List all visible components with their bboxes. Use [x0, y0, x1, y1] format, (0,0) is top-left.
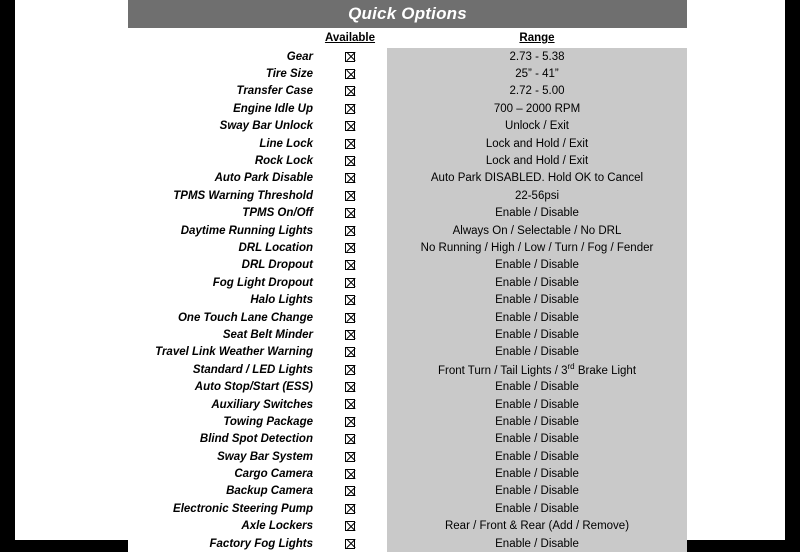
table-row [128, 222, 687, 239]
checked-box-icon[interactable] [345, 539, 355, 549]
available-cell [313, 518, 387, 535]
checked-box-icon[interactable] [345, 365, 355, 375]
available-cell [313, 222, 387, 239]
checked-box-icon[interactable] [345, 295, 355, 305]
option-label: Seat Belt Minder [128, 326, 313, 343]
available-cell [313, 448, 387, 465]
range-cell: Rear / Front & Rear (Add / Remove) [387, 518, 687, 535]
option-label: Axle Lockers [128, 518, 313, 535]
range-cell: 700 – 2000 RPM [387, 100, 687, 117]
table-row [128, 65, 687, 82]
table-row [128, 431, 687, 448]
option-label: Daytime Running Lights [128, 222, 313, 239]
available-cell [313, 239, 387, 256]
checked-box-icon[interactable] [345, 260, 355, 270]
available-cell [313, 483, 387, 500]
option-label: Blind Spot Detection [128, 431, 313, 448]
available-cell [313, 431, 387, 448]
range-cell: Enable / Disable [387, 378, 687, 395]
table-row [128, 535, 687, 552]
table-row [128, 465, 687, 482]
range-cell: Lock and Hold / Exit [387, 135, 687, 152]
range-cell: 22-56psi [387, 187, 687, 204]
range-cell: Enable / Disable [387, 257, 687, 274]
available-cell [313, 378, 387, 395]
checked-box-icon[interactable] [345, 382, 355, 392]
option-label: Towing Package [128, 413, 313, 430]
available-cell [313, 465, 387, 482]
column-header-range: Range [387, 28, 687, 48]
range-cell: Enable / Disable [387, 326, 687, 343]
option-label: Auto Stop/Start (ESS) [128, 378, 313, 395]
table-row [128, 500, 687, 517]
available-cell [313, 500, 387, 517]
checked-box-icon[interactable] [345, 313, 355, 323]
table-row [128, 239, 687, 256]
option-label: Gear [128, 48, 313, 65]
table-row [128, 118, 687, 135]
table-row [128, 205, 687, 222]
option-label: Sway Bar System [128, 448, 313, 465]
available-cell [313, 257, 387, 274]
checked-box-icon[interactable] [345, 156, 355, 166]
range-cell: 2.72 - 5.00 [387, 83, 687, 100]
range-cell: Auto Park DISABLED. Hold OK to Cancel [387, 170, 687, 187]
table-row [128, 361, 687, 378]
checked-box-icon[interactable] [345, 69, 355, 79]
option-label: Auxiliary Switches [128, 396, 313, 413]
range-cell: Enable / Disable [387, 413, 687, 430]
range-cell: Enable / Disable [387, 535, 687, 552]
range-cell: Enable / Disable [387, 309, 687, 326]
table-row [128, 257, 687, 274]
range-cell: Lock and Hold / Exit [387, 152, 687, 169]
table-row [128, 413, 687, 430]
available-cell [313, 205, 387, 222]
table-row [128, 448, 687, 465]
range-cell: Front Turn / Tail Lights / 3rd Brake Light [387, 361, 687, 378]
option-label: Auto Park Disable [128, 170, 313, 187]
available-cell [313, 344, 387, 361]
option-label: Sway Bar Unlock [128, 118, 313, 135]
range-cell: Enable / Disable [387, 396, 687, 413]
checked-box-icon[interactable] [345, 121, 355, 131]
option-label: Rock Lock [128, 152, 313, 169]
option-label: Line Lock [128, 135, 313, 152]
checked-box-icon[interactable] [345, 434, 355, 444]
option-label: Fog Light Dropout [128, 274, 313, 291]
available-cell [313, 274, 387, 291]
range-cell: Enable / Disable [387, 431, 687, 448]
range-cell: Enable / Disable [387, 448, 687, 465]
range-cell: Enable / Disable [387, 274, 687, 291]
checked-box-icon[interactable] [345, 104, 355, 114]
checked-box-icon[interactable] [345, 347, 355, 357]
available-cell [313, 170, 387, 187]
range-cell: Enable / Disable [387, 291, 687, 308]
table-row [128, 48, 687, 65]
table-row [128, 291, 687, 308]
checked-box-icon[interactable] [345, 504, 355, 514]
option-label: TPMS On/Off [128, 205, 313, 222]
checked-box-icon[interactable] [345, 486, 355, 496]
available-cell [313, 118, 387, 135]
column-header-blank [128, 28, 313, 48]
option-label: Engine Idle Up [128, 100, 313, 117]
option-label: Backup Camera [128, 483, 313, 500]
column-header-available: Available [313, 28, 387, 48]
table-row [128, 344, 687, 361]
available-cell [313, 413, 387, 430]
checked-box-icon[interactable] [345, 452, 355, 462]
range-cell: Enable / Disable [387, 344, 687, 361]
range-cell: Enable / Disable [387, 205, 687, 222]
option-label: Halo Lights [128, 291, 313, 308]
checked-box-icon[interactable] [345, 330, 355, 340]
document-sheet [15, 0, 785, 550]
table-row [128, 152, 687, 169]
option-label: DRL Location [128, 239, 313, 256]
table-row [128, 170, 687, 187]
option-label: Transfer Case [128, 83, 313, 100]
option-label: Cargo Camera [128, 465, 313, 482]
available-cell [313, 309, 387, 326]
option-label: TPMS Warning Threshold [128, 187, 313, 204]
range-cell: No Running / High / Low / Turn / Fog / Fender [387, 239, 687, 256]
available-cell [313, 326, 387, 343]
range-cell: Enable / Disable [387, 500, 687, 517]
table-row [128, 187, 687, 204]
checked-box-icon[interactable] [345, 521, 355, 531]
option-label: One Touch Lane Change [128, 309, 313, 326]
table-row [128, 100, 687, 117]
table-row [128, 326, 687, 343]
page-title: Quick Options [128, 0, 687, 28]
checked-box-icon[interactable] [345, 226, 355, 236]
range-cell: Enable / Disable [387, 465, 687, 482]
table-row [128, 309, 687, 326]
available-cell [313, 48, 387, 65]
option-label: Factory Fog Lights [128, 535, 313, 552]
checked-box-icon[interactable] [345, 469, 355, 479]
table-row [128, 483, 687, 500]
table-row [128, 274, 687, 291]
range-cell: Enable / Disable [387, 483, 687, 500]
available-cell [313, 187, 387, 204]
table-body [128, 48, 687, 552]
available-cell [313, 535, 387, 552]
range-cell: 25” - 41” [387, 65, 687, 82]
available-cell [313, 135, 387, 152]
available-cell [313, 291, 387, 308]
checked-box-icon[interactable] [345, 139, 355, 149]
checked-box-icon[interactable] [345, 86, 355, 96]
available-cell [313, 361, 387, 378]
checked-box-icon[interactable] [345, 243, 355, 253]
range-cell: Unlock / Exit [387, 118, 687, 135]
checked-box-icon[interactable] [345, 52, 355, 62]
available-cell [313, 65, 387, 82]
available-cell [313, 152, 387, 169]
option-label: Electronic Steering Pump [128, 500, 313, 517]
table-row [128, 378, 687, 395]
option-label: Tire Size [128, 65, 313, 82]
checked-box-icon[interactable] [345, 191, 355, 201]
table-header-row [128, 28, 687, 48]
option-label: Standard / LED Lights [128, 361, 313, 378]
available-cell [313, 83, 387, 100]
checked-box-icon[interactable] [345, 173, 355, 183]
checked-box-icon[interactable] [345, 417, 355, 427]
quick-options-table [128, 28, 687, 552]
table-row [128, 396, 687, 413]
table-row [128, 135, 687, 152]
range-cell: 2.73 - 5.38 [387, 48, 687, 65]
option-label: Travel Link Weather Warning [128, 344, 313, 361]
checked-box-icon[interactable] [345, 399, 355, 409]
range-cell: Always On / Selectable / No DRL [387, 222, 687, 239]
checked-box-icon[interactable] [345, 278, 355, 288]
checked-box-icon[interactable] [345, 208, 355, 218]
table-row [128, 83, 687, 100]
available-cell [313, 100, 387, 117]
available-cell [313, 396, 387, 413]
table-row [128, 518, 687, 535]
option-label: DRL Dropout [128, 257, 313, 274]
